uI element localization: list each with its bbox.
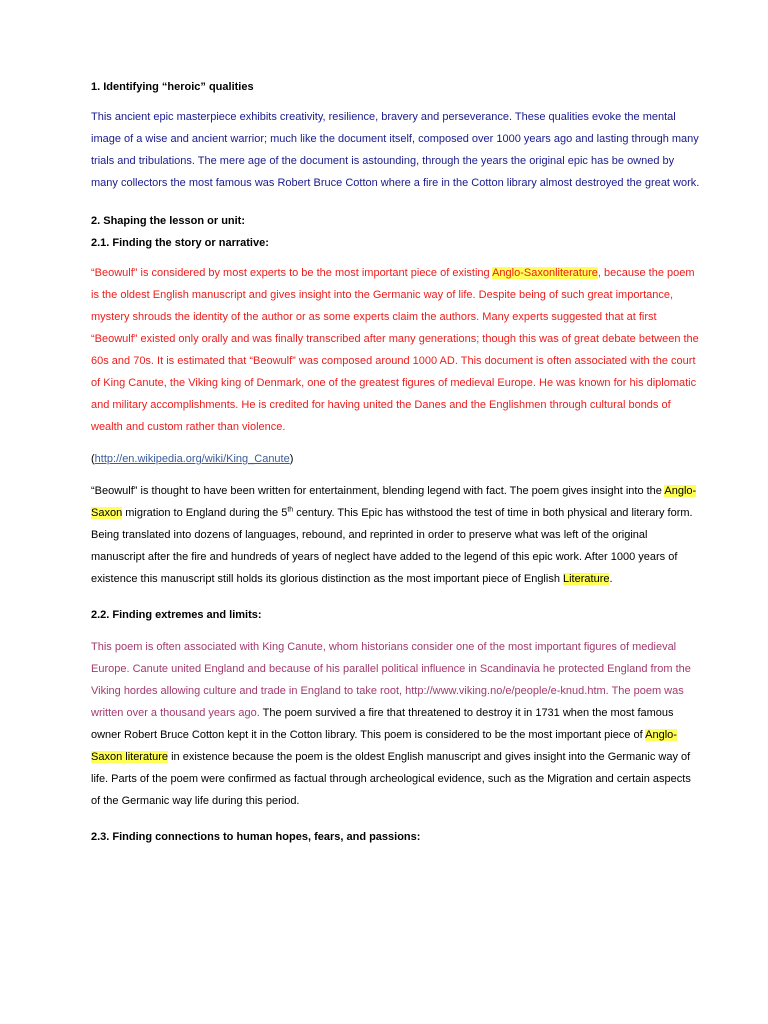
beowulf-text-c: century. This Epic has withstood the test of time in both physical and literary form. Being translated into dozens of languages, rebound, and reprinted in order to preserve what was left of the original manuscript after the fire and hundreds of years of neglect have added to the legend of this epic work. After 1000 years of existence this manuscript still holds its glorious distinction as the most important piece of English <box>91 507 693 585</box>
section-2-1-text-b: , because the poem is the oldest English manuscript and gives insight into the Germanic way of life. Despite being of such great importance, mystery shrouds the identity of the author or as some experts claim the authors. Many experts suggested that at first “Beowulf” existed only orally and was finally transcribed after many generations; though this was of great debate between the 60s and 70s. It is estimated that “Beowulf” was composed around 1000 AD. This document is often associated with the court of King Canute, the Viking king of Denmark, one of the greatest figures of medieval Europe. He was known for his diplomatic and military accomplishments. He is credited for having united the Danes and the Englishmen through cultural bonds of wealth and custom rather than violence. <box>91 267 699 433</box>
citation <box>91 448 701 470</box>
highlighted-term: Anglo-Saxon literature <box>91 729 677 763</box>
section-1-paragraph: This ancient epic masterpiece exhibits creativity, resilience, bravery and perseverance. These qualities evoke the mental image of a wise and ancient warrior; much like the document itself, composed over 1000 years ago and lasting through many trials and tribulations. The mere age of the document is astounding, through the years the original epic has be owned by many collectors the most famous was Robert Bruce Cotton where a fire in the Cotton library almost destroyed the great work. <box>91 111 700 189</box>
section-2-2-heading: 2.2. Finding extremes and limits: <box>91 609 262 621</box>
beowulf-text-a: “Beowulf” is thought to have been written for entertainment, blending legend with fact. The poem gives insight into the <box>91 485 665 497</box>
section-2-3-heading: 2.3. Finding connections to human hopes, fears, and passions: <box>91 831 421 843</box>
section-2-2-text-b: in existence because the poem is the oldest English manuscript and gives insight into the Germanic way of life. Parts of the poem were confirmed as factual through archeological evidence, such as the Migration and certain aspects of the Germanic way life during this period. <box>91 751 691 807</box>
section-2-1-text-a: “Beowulf” is considered by most experts to be the most important piece of existing <box>91 267 493 279</box>
wikipedia-link[interactable]: http://en.wikipedia.org/wiki/King_Canute <box>94 453 290 465</box>
beowulf-text-b: migration to England during the 5 <box>122 507 288 519</box>
section-2-2-paragraph <box>91 636 701 812</box>
ordinal-superscript: th <box>287 506 294 514</box>
highlighted-term: Anglo-Saxon <box>91 485 697 519</box>
section-1-heading: 1. Identifying “heroic” qualities <box>91 81 254 93</box>
highlighted-term: Literature <box>563 573 610 585</box>
section-2-1-heading: 2.1. Finding the story or narrative: <box>91 237 269 249</box>
citation-open-paren: ( <box>91 453 95 465</box>
highlighted-term: Anglo-Saxonliterature <box>492 267 598 279</box>
section-2-heading: 2. Shaping the lesson or unit: <box>91 215 246 227</box>
section-2-2-text-a: The poem survived a fire that threatened to destroy it in 1731 when the most famous owner Robert Bruce Cotton kept it in the Cotton library. This poem is considered to be the most important piece of <box>91 707 674 741</box>
beowulf-paragraph <box>91 480 701 590</box>
section-2-1-paragraph <box>91 262 701 438</box>
citation-close-paren: ) <box>289 453 294 465</box>
section-2-2-magenta-text: This poem is often associated with King Canute, whom historians consider one of the most important figures of medieval Europe. Canute united England and because of his parallel political influence in Scandinavia he protected England from the Viking hordes allowing culture and trade in England to take root, http://www.viking.no/e/people/e-knud.htm. The poem was written over a thousand years ago. <box>91 641 691 719</box>
beowulf-text-d: . <box>609 573 613 585</box>
